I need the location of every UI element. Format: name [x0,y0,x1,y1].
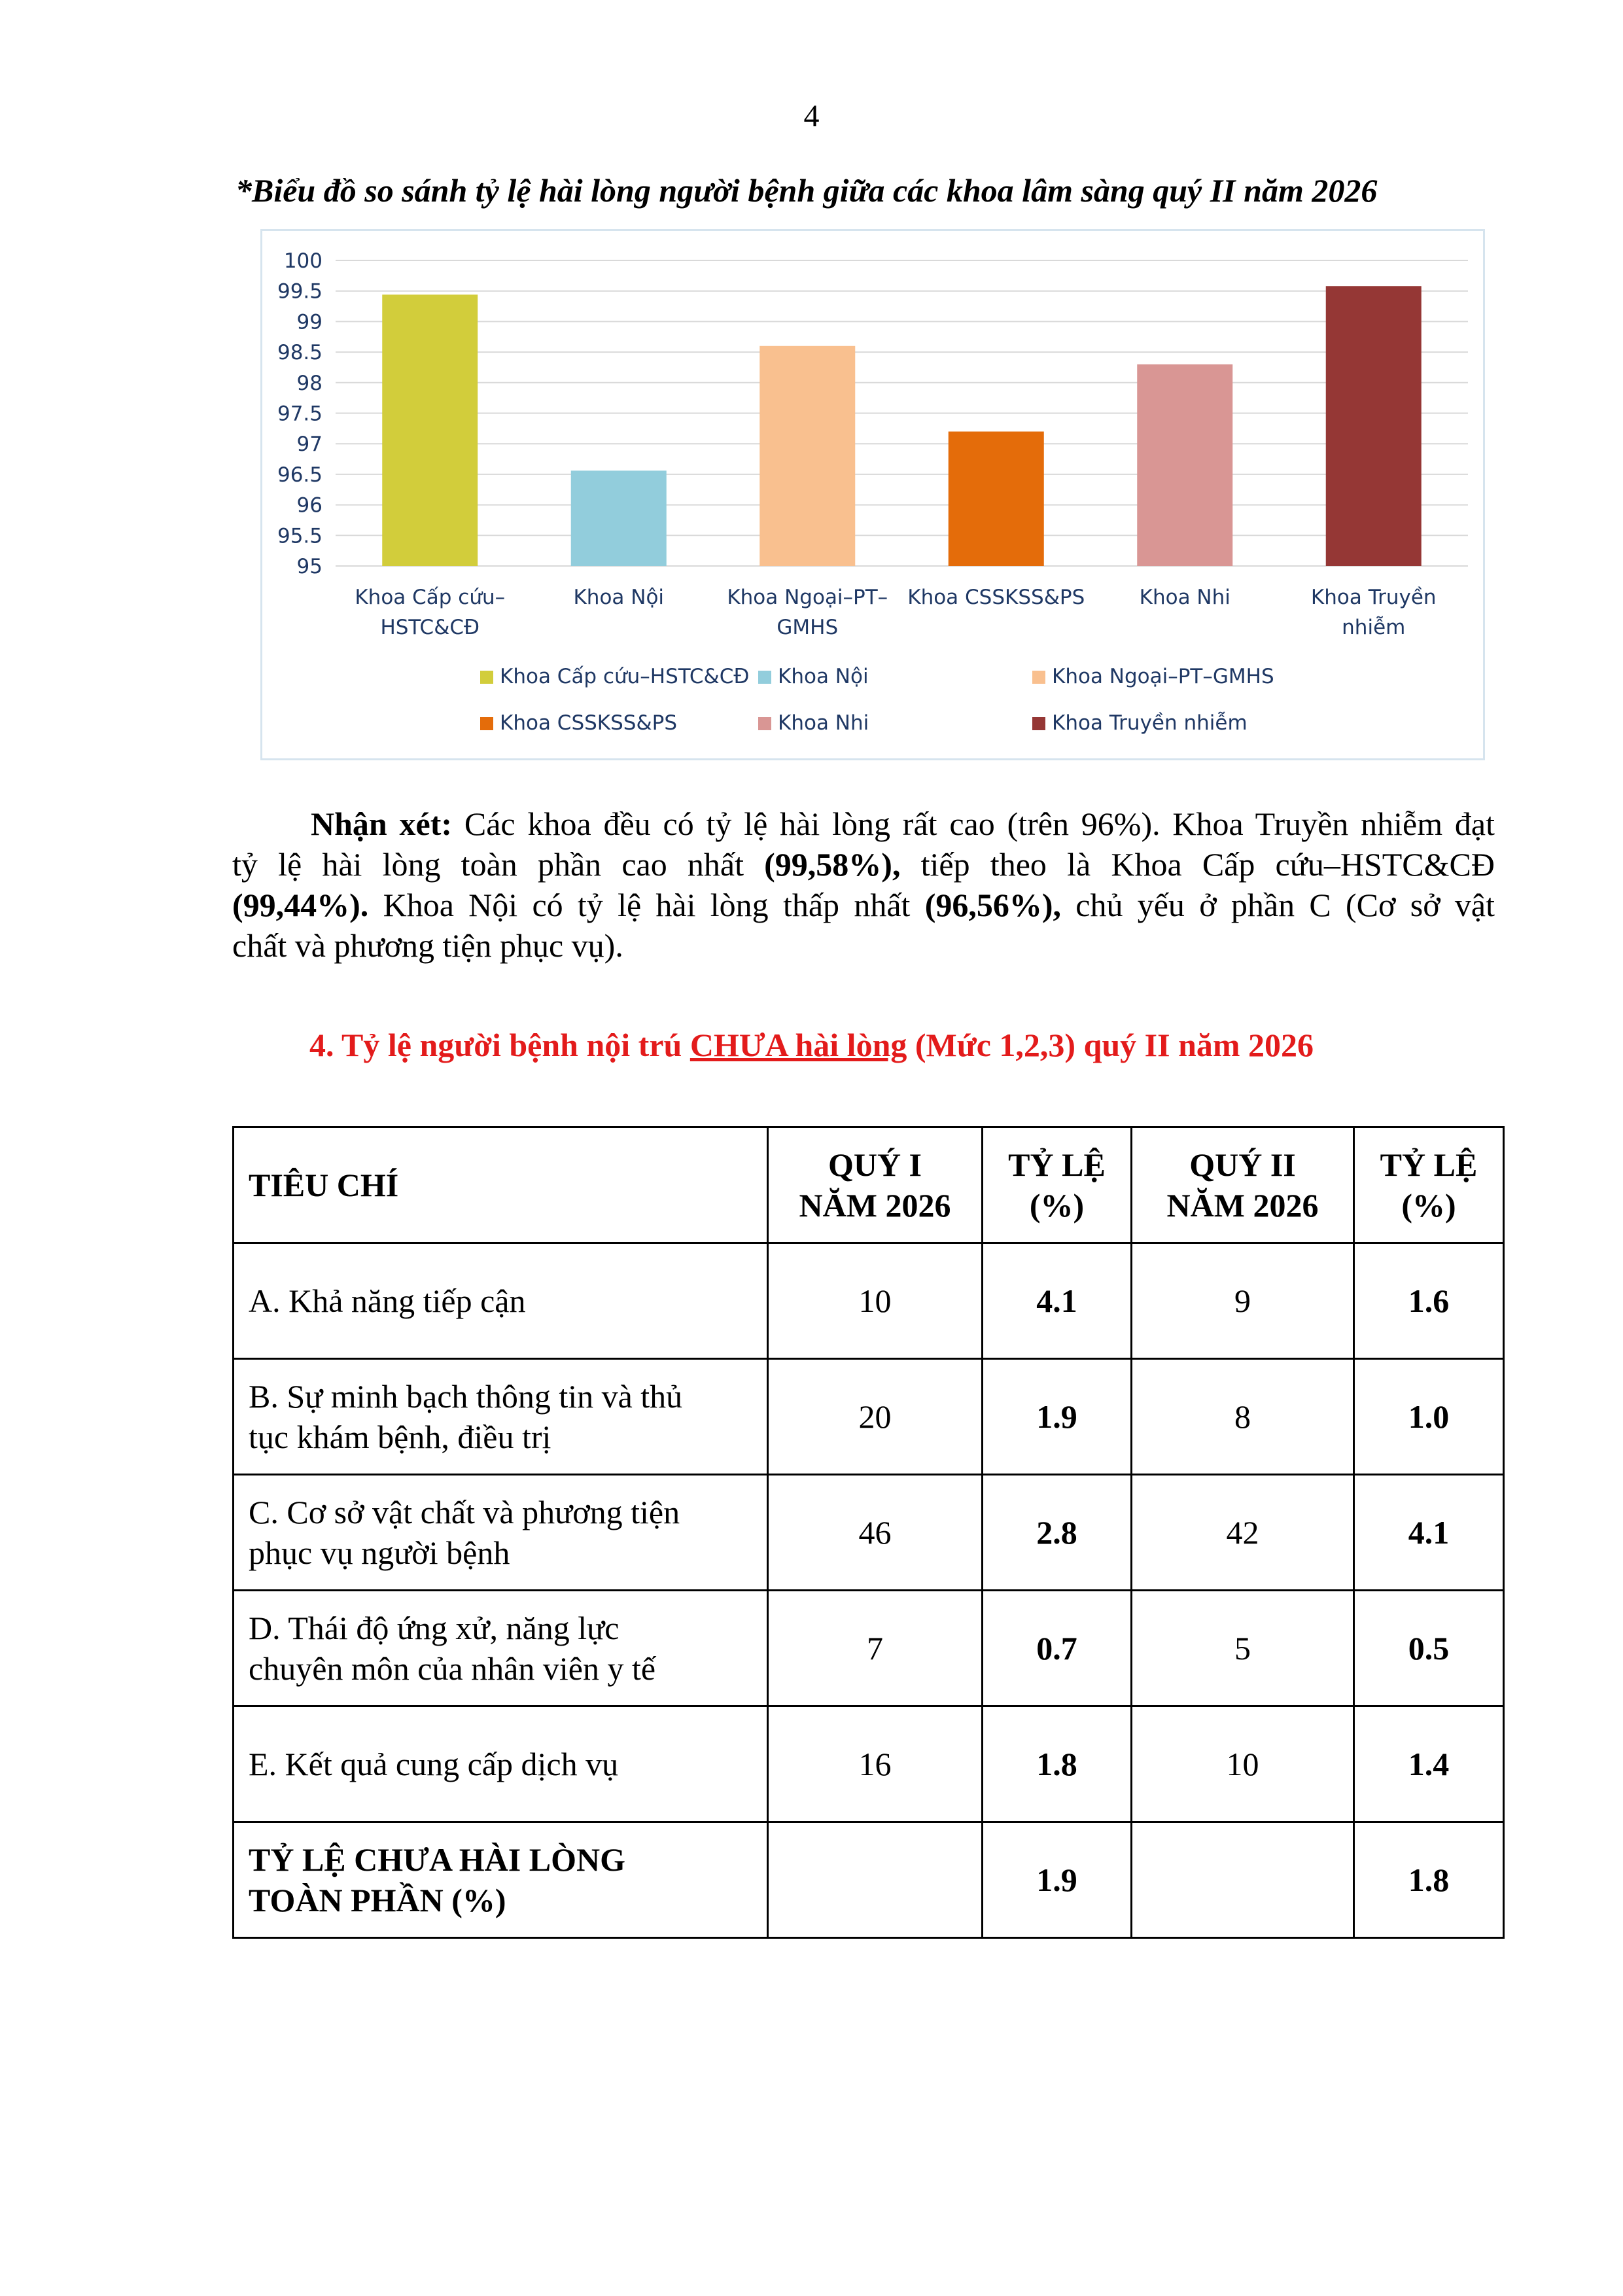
q2-count-cell: 5 [1132,1591,1354,1706]
table-row [234,1706,1504,1822]
x-tick-label: Khoa Nhi [1139,586,1230,609]
comment-value: (99,58%), [764,846,901,883]
chart-title: *Biểu đồ so sánh tỷ lệ hài lòng người bệnh giữa các khoa lâm sàng quý II năm 2026 [236,172,1378,209]
q1-count-cell: 16 [768,1706,983,1822]
x-tick-label: HSTC&CĐ [380,616,480,639]
y-tick-label: 97 [296,433,323,457]
q1-rate-cell: 0.7 [983,1591,1132,1706]
y-tick-label: 100 [283,249,323,273]
header-criteria: TIÊU CHÍ [234,1127,768,1243]
section-heading-suffix: (Mức 1,2,3) quý II năm 2026 [907,1027,1314,1063]
legend-label: Khoa Cấp cứu–HSTC&CĐ [500,665,750,688]
legend-swatch [758,671,771,684]
legend-swatch [480,671,493,684]
legend-label: Khoa Truyền nhiễm [1052,711,1248,735]
comment-text: tiếp theo là Khoa Cấp cứu–HSTC&CĐ [900,846,1495,883]
table-total-row [234,1822,1504,1938]
q2-count-cell: 10 [1132,1706,1354,1822]
bar [382,294,478,566]
comment-text: tỷ lệ hài lòng toàn phần cao nhất [232,846,765,883]
bar [571,470,667,566]
y-tick-label: 95.5 [277,524,323,548]
header-q2: QUÝ II NĂM 2026 [1132,1127,1354,1243]
q1-rate-cell: 1.8 [983,1706,1132,1822]
dissatisfaction-table [232,1126,1505,1939]
bar [759,346,855,566]
legend-label: Khoa Nội [778,665,869,688]
x-tick-label: nhiễm [1342,616,1406,639]
q1-rate-cell: 2.8 [983,1475,1132,1591]
section-heading [0,1026,1623,1064]
y-tick-label: 95 [296,555,323,578]
table-row [234,1359,1504,1475]
x-tick-label: Khoa Nội [573,586,665,609]
header-q1: QUÝ I NĂM 2026 [768,1127,983,1243]
criteria-cell: B. Sự minh bạch thông tin và thủ tục khám bệnh, điều trị [234,1359,768,1475]
comment-label: Nhận xét: [311,805,453,842]
y-tick-label: 97.5 [277,402,323,426]
x-tick-label: Khoa Ngoại–PT– [727,586,888,609]
table-header-row [234,1127,1504,1243]
y-tick-label: 98.5 [277,341,323,365]
q2-rate-cell: 0.5 [1354,1591,1504,1706]
page-number: 4 [803,99,820,133]
q2-count-cell: 8 [1132,1359,1354,1475]
q1-count-cell: 7 [768,1591,983,1706]
bar [949,432,1044,566]
x-tick-label: GMHS [777,616,839,639]
table-row [234,1243,1504,1359]
q1-count-cell: 10 [768,1243,983,1359]
legend-swatch [1032,717,1045,730]
q2-count-cell: 42 [1132,1475,1354,1591]
legend-label: Khoa Nhi [778,711,869,735]
comment-text: chất và phương tiện phục vụ). [232,927,623,964]
legend-label: Khoa CSSKSS&PS [500,711,678,735]
q2-rate-cell: 4.1 [1354,1475,1504,1591]
header-rate-q1: TỶ LỆ (%) [983,1127,1132,1243]
section-heading-prefix: 4. Tỷ lệ người bệnh nội trú [309,1027,690,1063]
q2-count-cell: 9 [1132,1243,1354,1359]
legend-swatch [758,717,771,730]
q1-count-cell: 20 [768,1359,983,1475]
header-rate-q2: TỶ LỆ (%) [1354,1127,1504,1243]
criteria-cell: A. Khả năng tiếp cận [234,1243,768,1359]
y-tick-label: 99.5 [277,279,323,304]
chart-canvas [262,231,1483,758]
comment-text: Khoa Nội có tỷ lệ hài lòng thấp nhất [368,887,925,923]
comment-value: (99,44%). [232,887,369,923]
legend-swatch [1032,671,1045,684]
total-label-cell: TỶ LỆ CHƯA HÀI LÒNG TOÀN PHẦN (%) [234,1822,768,1938]
table-row [234,1475,1504,1591]
q1-rate-cell: 1.9 [983,1359,1132,1475]
y-tick-label: 96.5 [277,463,323,487]
total-q2-rate-cell: 1.8 [1354,1822,1504,1938]
comment-value: (96,56%), [924,887,1061,923]
y-tick-label: 96 [296,493,323,518]
criteria-cell: C. Cơ sở vật chất và phương tiện phục vụ người bệnh [234,1475,768,1591]
y-tick-label: 98 [296,371,323,395]
x-tick-label: Khoa CSSKSS&PS [907,586,1085,609]
x-tick-label: Khoa Cấp cứu– [355,586,506,609]
total-q2-count-cell [1132,1822,1354,1938]
total-q1-rate-cell: 1.9 [983,1822,1132,1938]
q2-rate-cell: 1.4 [1354,1706,1504,1822]
comment-text: chủ yếu ở phần C (Cơ sở vật [1061,887,1495,923]
table-row [234,1591,1504,1706]
q1-count-cell: 46 [768,1475,983,1591]
legend-swatch [480,717,493,730]
q1-rate-cell: 4.1 [983,1243,1132,1359]
legend-label: Khoa Ngoại–PT–GMHS [1052,665,1274,688]
bar [1326,286,1422,566]
y-tick-label: 99 [296,310,323,334]
comment-text: Các khoa đều có tỷ lệ hài lòng rất cao (trên 96%). Khoa Truyền nhiễm đạt [452,805,1495,842]
bar-chart [260,229,1485,760]
total-q1-count-cell [768,1822,983,1938]
x-tick-label: Khoa Truyền [1310,586,1437,609]
section-heading-underlined: CHƯA hài lòng [689,1027,907,1063]
criteria-cell: D. Thái độ ứng xử, năng lực chuyên môn của nhân viên y tế [234,1591,768,1706]
bar [1137,364,1232,566]
criteria-cell: E. Kết quả cung cấp dịch vụ [234,1706,768,1822]
q2-rate-cell: 1.0 [1354,1359,1504,1475]
q2-rate-cell: 1.6 [1354,1243,1504,1359]
comment-paragraph [232,804,1495,966]
